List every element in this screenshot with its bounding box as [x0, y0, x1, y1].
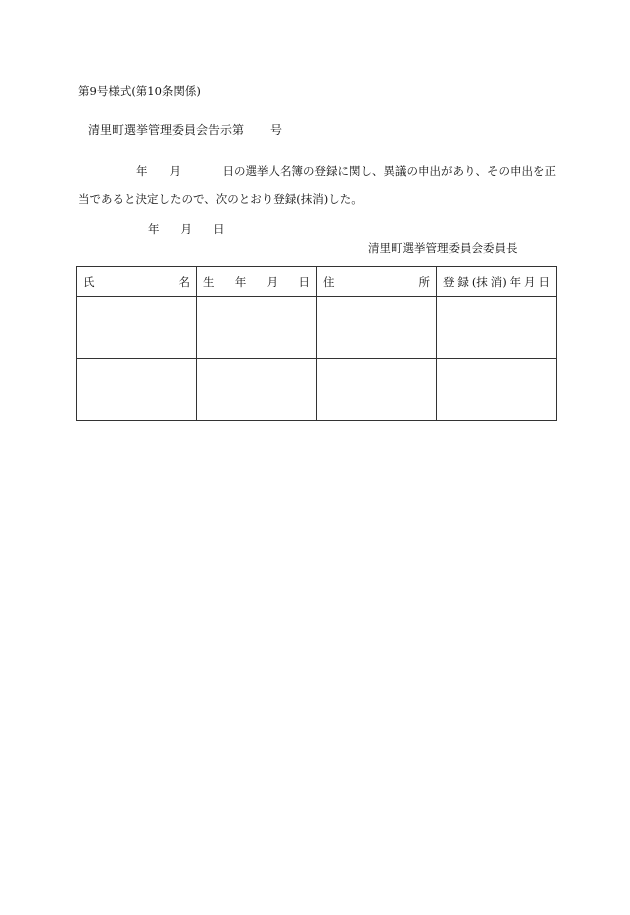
table-row — [77, 359, 557, 421]
date-year: 年 — [148, 222, 160, 236]
header-birthdate: 生 年 月 日 — [197, 267, 317, 297]
cell-birthdate — [197, 297, 317, 359]
cell-birthdate — [197, 359, 317, 421]
body-year: 年 — [136, 164, 148, 178]
date-month: 月 — [180, 222, 192, 236]
cell-name — [77, 359, 197, 421]
notice-title — [88, 124, 282, 136]
cell-address — [317, 297, 437, 359]
body-line-1 — [78, 166, 556, 178]
form-number: 第9号様式(第10条関係) — [78, 84, 201, 98]
date-line — [148, 224, 225, 236]
notice-title-suffix: 号 — [270, 123, 283, 137]
body-line-2: 当であると決定したので、次のとおり登録(抹消)した。 — [78, 192, 363, 206]
table-header-row — [77, 267, 557, 297]
cell-registration-date — [437, 297, 557, 359]
cell-name — [77, 297, 197, 359]
header-name: 氏 名 — [77, 267, 197, 297]
registry-table — [76, 266, 557, 421]
table-row — [77, 297, 557, 359]
body-text-1: 日の選挙人名簿の登録に関し、異議の申出があり、その申出を正 — [222, 164, 556, 178]
header-registration-date: 登 録 (抹 消) 年 月 日 — [437, 267, 557, 297]
signer: 清里町選挙管理委員会委員長 — [368, 241, 518, 255]
body-month: 月 — [169, 164, 181, 178]
date-day: 日 — [213, 222, 225, 236]
header-address: 住 所 — [317, 267, 437, 297]
notice-title-prefix: 清里町選挙管理委員会告示第 — [88, 123, 245, 137]
cell-address — [317, 359, 437, 421]
cell-registration-date — [437, 359, 557, 421]
